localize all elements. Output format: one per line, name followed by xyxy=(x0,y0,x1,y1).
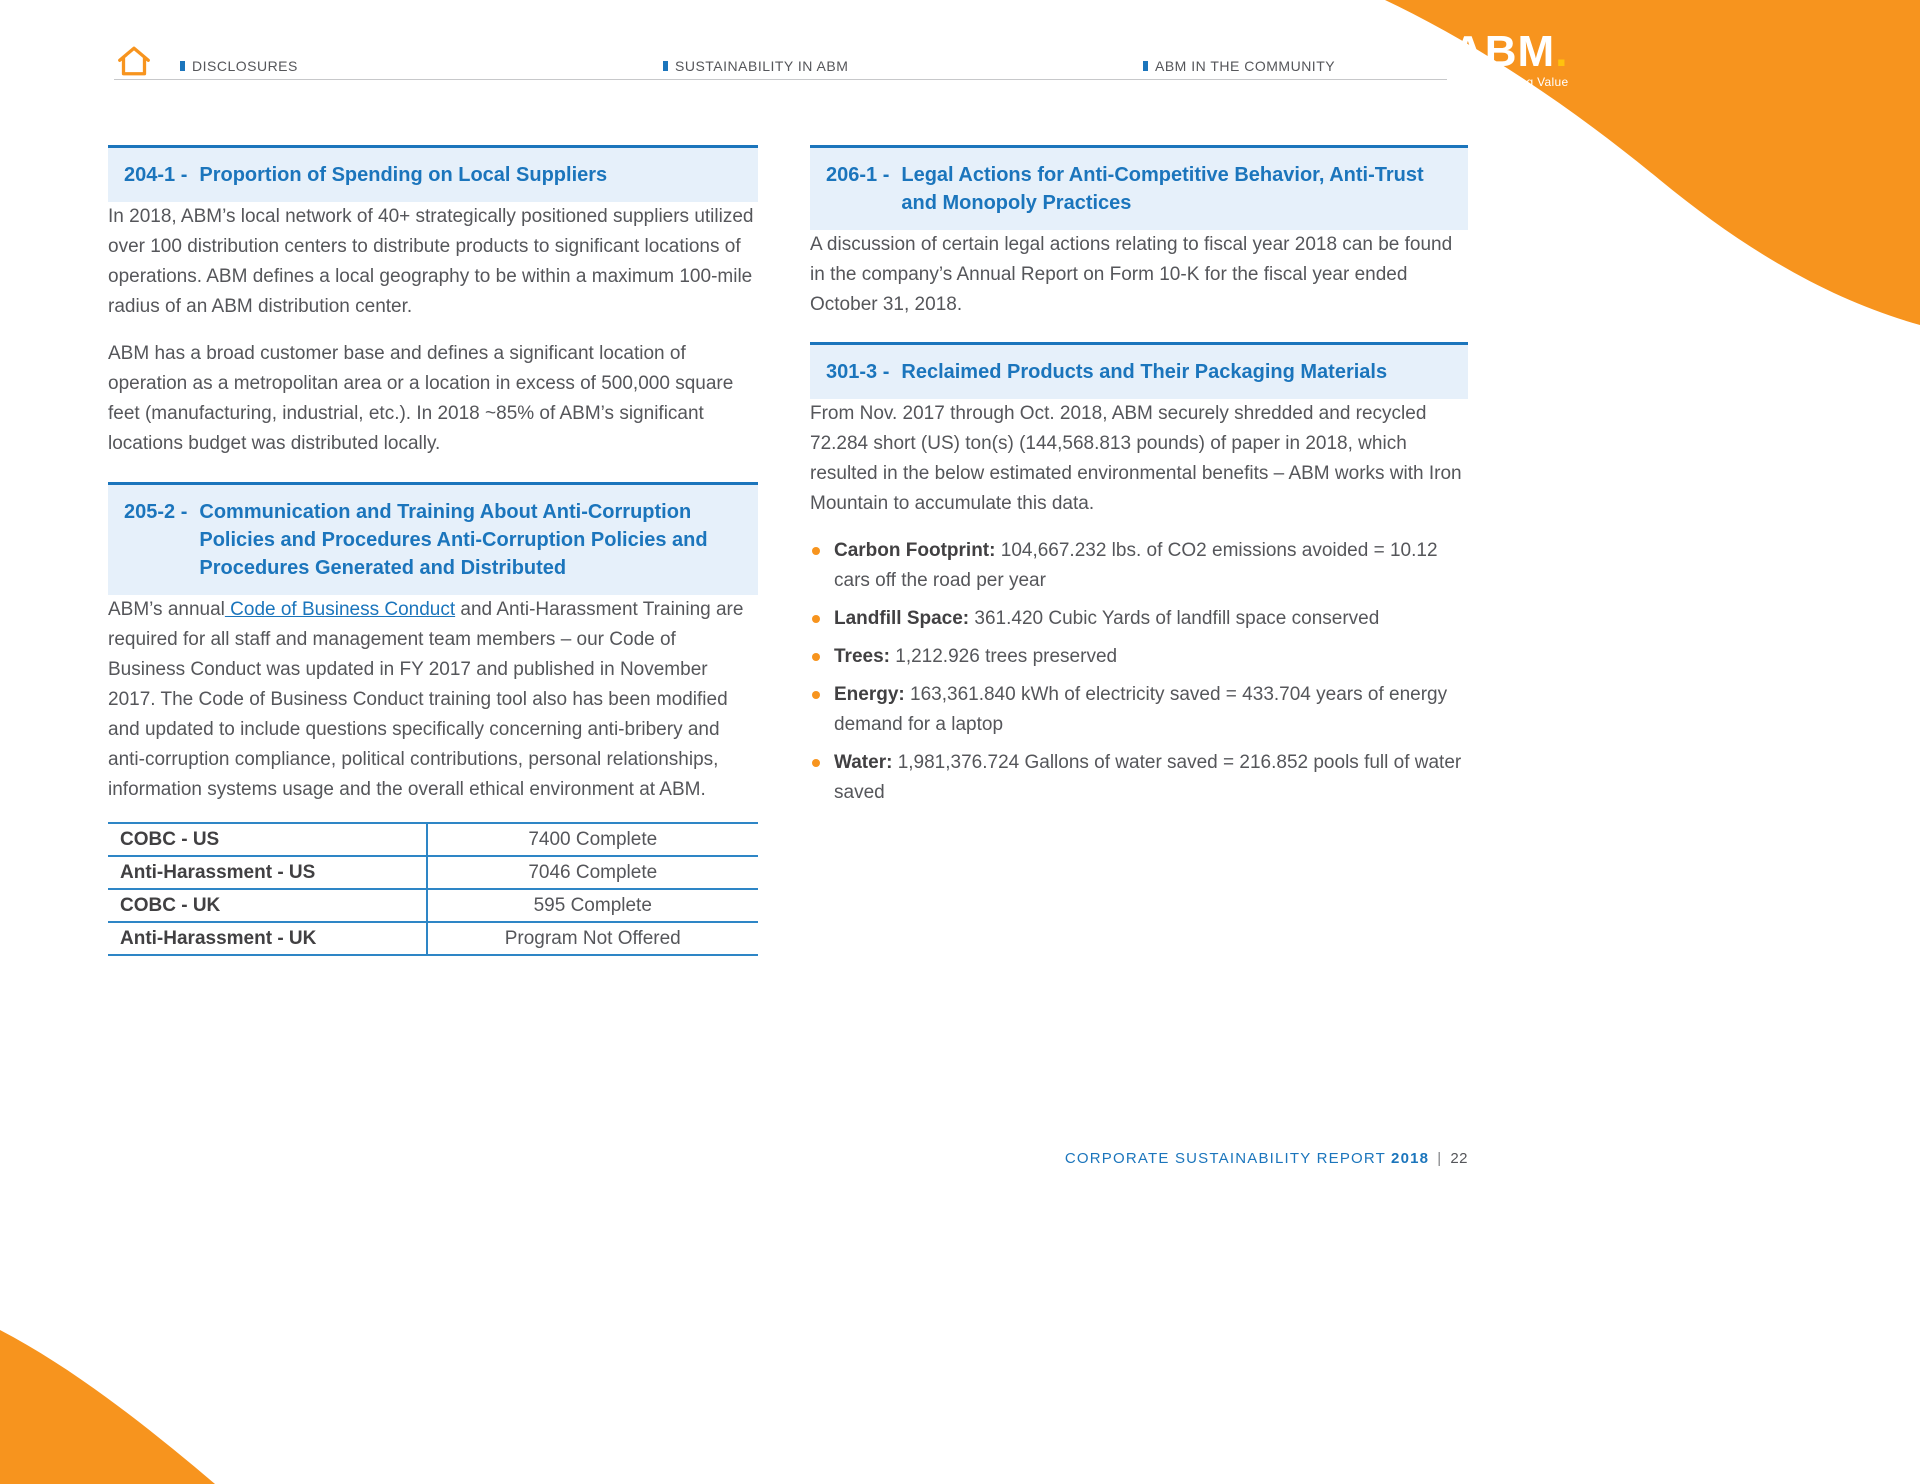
section-title: Proportion of Spending on Local Suppliers xyxy=(199,164,608,186)
section-title: Communication and Training About Anti-Corruption Policies and Procedures Anti-Corruption Policies and Procedures Generated and Distributed xyxy=(199,501,708,579)
left-column xyxy=(108,145,758,956)
abm-logo xyxy=(1452,27,1569,89)
list-item-label: Landfill Space: xyxy=(834,608,970,629)
home-icon[interactable] xyxy=(116,44,152,78)
paragraph-204-2: ABM has a broad customer base and defines a significant location of operation as a metropolitan area or a location in excess of 500,000 square feet (manufacturing, industrial, etc.). In 2018 ~85% of ABM’s significant locations budget was distributed locally. xyxy=(108,343,734,454)
list-item-energy xyxy=(810,680,1468,740)
bullet-icon xyxy=(812,759,820,767)
list-item-label: Carbon Footprint: xyxy=(834,540,996,561)
table-row xyxy=(108,856,758,889)
nav-item-label: ABM IN THE COMMUNITY xyxy=(1155,58,1336,74)
nav-bullet-icon xyxy=(663,61,668,71)
paragraph-301-1: From Nov. 2017 through Oct. 2018, ABM securely shredded and recycled 72.284 short (US) ton(s) (144,568.813 pounds) of paper in 2018, which resulted in the below estimated environmental benefits – ABM works with Iron Mountain to accumulate this data. xyxy=(810,403,1462,514)
paragraph-text: ABM’s annual xyxy=(108,599,225,620)
list-item-text: 163,361.840 kWh of electricity saved = 433.704 years of energy demand for a laptop xyxy=(834,684,1448,735)
list-item-label: Trees: xyxy=(834,646,890,667)
list-item-text: 1,981,376.724 Gallons of water saved = 216.852 pools full of water saved xyxy=(834,752,1462,803)
paragraph-205-1 xyxy=(108,595,758,805)
nav-item-sustainability-in-abm[interactable] xyxy=(663,58,848,74)
right-column xyxy=(810,145,1468,816)
table-row xyxy=(108,823,758,856)
paragraph-204-1: In 2018, ABM’s local network of 40+ strategically positioned suppliers utilized over 100 distribution centers to distribute products to significant locations of operations. ABM defines a local geography to be within a maximum 100-mile radius of an ABM distribution center. xyxy=(108,206,754,317)
abm-logo-dot: . xyxy=(1555,27,1569,76)
list-item-water xyxy=(810,748,1468,808)
nav-item-label: DISCLOSURES xyxy=(192,58,298,74)
bullet-icon xyxy=(812,691,820,699)
nav-bullet-icon xyxy=(1143,61,1148,71)
table-cell-program: Anti-Harassment - UK xyxy=(108,922,427,955)
table-row xyxy=(108,922,758,955)
list-item-landfill-space xyxy=(810,604,1468,634)
footer-separator: | xyxy=(1437,1150,1443,1167)
list-item-label: Energy: xyxy=(834,684,905,705)
footer-report-year: 2018 xyxy=(1391,1150,1430,1167)
section-code: 204-1 - xyxy=(124,164,188,186)
table-row xyxy=(108,889,758,922)
header-divider-line xyxy=(114,79,1447,80)
nav-item-label: SUSTAINABILITY IN ABM xyxy=(675,58,849,74)
paragraph-text: and Anti-Harassment Training are required for all staff and management team members – our Code of Business Conduct was updated in FY 2017 and published in November 2017. The Code of Business Conduct training tool also has been modified and updated to include questions specifically concerning anti-bribery and anti-corruption compliance, political contributions, personal relationships, information systems usage and the overall ethical environment at ABM. xyxy=(108,599,744,800)
table-cell-program: COBC - UK xyxy=(108,889,427,922)
section-header-205-2 xyxy=(108,482,758,595)
code-of-business-conduct-link[interactable]: Code of Business Conduct xyxy=(224,599,456,620)
abm-logo-wordmark: ABM. xyxy=(1452,27,1569,76)
footer-report-title: CORPORATE SUSTAINABILITY REPORT xyxy=(1064,1150,1387,1167)
nav-item-disclosures[interactable] xyxy=(180,58,298,74)
abm-logo-tagline: Building Value xyxy=(1488,75,1569,89)
list-item-label: Water: xyxy=(834,752,893,773)
bullet-icon xyxy=(812,547,820,555)
section-code: 205-2 - xyxy=(124,501,188,523)
section-header-206-1 xyxy=(810,145,1468,230)
table-cell-program: Anti-Harassment - US xyxy=(108,856,427,889)
table-cell-status: 7400 Complete xyxy=(427,823,759,856)
page-footer xyxy=(810,1150,1468,1167)
table-cell-status: Program Not Offered xyxy=(427,922,759,955)
section-title: Legal Actions for Anti-Competitive Behavior, Anti-Trust and Monopoly Practices xyxy=(901,164,1424,214)
bullet-icon xyxy=(812,615,820,623)
list-item-text: 104,667.232 lbs. of CO2 emissions avoided = 10.12 cars off the road per year xyxy=(834,540,1438,591)
list-item-carbon-footprint xyxy=(810,536,1468,596)
table-cell-program: COBC - US xyxy=(108,823,427,856)
bullet-icon xyxy=(812,653,820,661)
nav-bullet-icon xyxy=(180,61,185,71)
training-completion-table xyxy=(108,822,758,956)
list-item-text: 1,212.926 trees preserved xyxy=(889,646,1118,667)
section-header-204-1 xyxy=(108,145,758,202)
section-header-301-3 xyxy=(810,342,1468,399)
section-code: 206-1 - xyxy=(826,164,890,186)
environmental-benefits-list xyxy=(810,536,1468,808)
nav-item-abm-in-the-community[interactable] xyxy=(1143,58,1335,74)
orange-triangle-shape xyxy=(0,1324,215,1484)
list-item-text: 361.420 Cubic Yards of landfill space conserved xyxy=(969,608,1380,629)
table-cell-status: 7046 Complete xyxy=(427,856,759,889)
paragraph-206-1: A discussion of certain legal actions relating to fiscal year 2018 can be found in the company’s Annual Report on Form 10-K for the fiscal year ended October 31, 2018. xyxy=(810,234,1453,315)
page-number: 22 xyxy=(1450,1150,1468,1167)
section-title: Reclaimed Products and Their Packaging Materials xyxy=(901,361,1388,383)
table-cell-status: 595 Complete xyxy=(427,889,759,922)
list-item-trees xyxy=(810,642,1468,672)
section-code: 301-3 - xyxy=(826,361,890,383)
